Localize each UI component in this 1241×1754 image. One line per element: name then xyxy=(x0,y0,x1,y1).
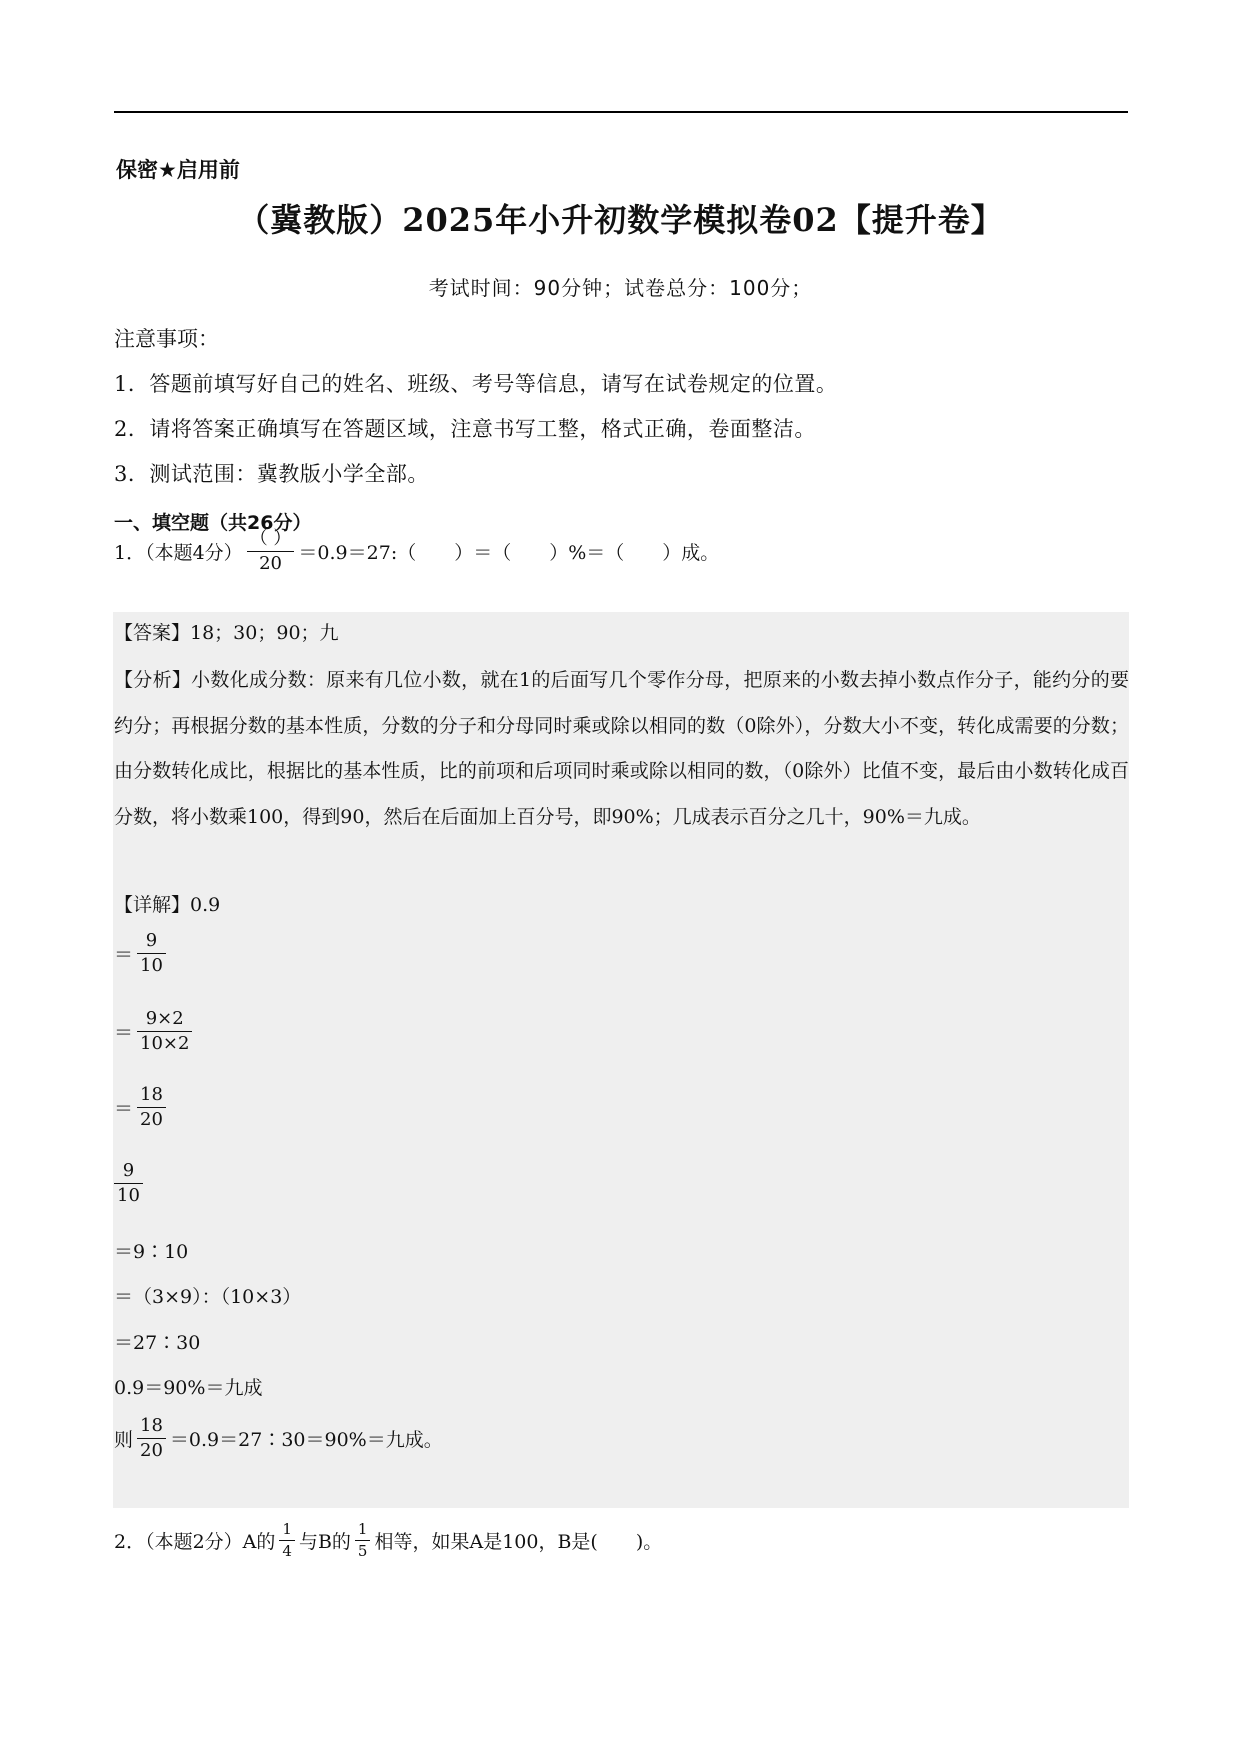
fraction-denominator: 20 xyxy=(140,1440,163,1461)
question-2-prefix: 2．（本题2分）A的 xyxy=(114,1531,276,1553)
fraction-numerator: 18 xyxy=(140,1084,163,1105)
fraction-denominator: 10×2 xyxy=(140,1033,190,1054)
section-heading: 一、填空题（共26分） xyxy=(114,512,312,534)
detail-step-1 xyxy=(114,932,170,975)
fraction xyxy=(137,1010,192,1053)
question-1-prefix: 1．（本题4分） xyxy=(114,542,243,564)
fraction-denominator: 10 xyxy=(140,955,163,976)
detail-step-8: 0.9＝90%＝九成 xyxy=(114,1377,263,1399)
fraction xyxy=(355,1522,371,1559)
detail-step-3 xyxy=(114,1086,170,1129)
equals-sign: ＝ xyxy=(114,1022,134,1044)
detail-step-4 xyxy=(114,1162,147,1205)
fraction xyxy=(137,1086,166,1129)
conclusion-prefix: 则 xyxy=(114,1429,134,1451)
fraction xyxy=(137,932,166,975)
notice-heading: 注意事项： xyxy=(114,327,219,351)
notice-item-2: 2．请将答案正确填写在答题区域，注意书写工整，格式正确，卷面整洁。 xyxy=(114,417,816,441)
question-1 xyxy=(114,530,719,573)
fraction-denominator: 20 xyxy=(259,553,282,574)
fraction-denominator: 5 xyxy=(357,1542,368,1560)
fraction-numerator: 1 xyxy=(282,1520,292,1538)
detail-step-6: ＝（3×9）：（10×3） xyxy=(114,1286,302,1308)
secret-label: 保密★启用前 xyxy=(116,158,240,182)
question-2-rest: 相等，如果A是100，B是( )。 xyxy=(374,1531,663,1553)
fraction-numerator: 9 xyxy=(122,1160,135,1181)
question-1-rest: ＝0.9＝27:（ ）＝（ ）%＝（ ）成。 xyxy=(298,542,720,564)
fraction-denominator: 4 xyxy=(282,1542,292,1560)
detail-conclusion xyxy=(114,1417,443,1460)
detail-step-2 xyxy=(114,1010,196,1053)
fraction-numerator: 1 xyxy=(357,1520,368,1538)
detail-step-5: ＝9∶10 xyxy=(114,1241,189,1263)
header-rule xyxy=(114,111,1128,113)
fraction xyxy=(247,530,295,573)
analysis-paragraph: 【分析】小数化成分数：原来有几位小数，就在1的后面写几个零作分母，把原来的小数去掉小数点作分子，能约分的要约分；再根据分数的基本性质，分数的分子和分母同时乘或除以相同的数（0除外），分数大小不变，转化成需要的分数；由分数转化成比，根据比的基本性质，比的前项和后项同时乘或除以相同的数，（0除外）比值不变，最后由小数转化成百分数，将小数乘100，得到90，然后在后面加上百分号，即90%；几成表示百分之几十，90%＝九成。 xyxy=(114,669,1129,828)
fraction xyxy=(114,1162,143,1205)
fraction-denominator: 10 xyxy=(117,1185,140,1206)
question-2 xyxy=(114,1522,662,1559)
fraction-numerator: 9 xyxy=(145,930,158,951)
fraction xyxy=(279,1522,295,1559)
fraction xyxy=(137,1417,166,1460)
detail-step-7: ＝27∶30 xyxy=(114,1332,201,1354)
equals-sign: ＝ xyxy=(114,944,134,966)
answer-line: 【答案】18；30；90；九 xyxy=(114,622,339,644)
fraction-numerator: 18 xyxy=(140,1415,163,1436)
notice-item-1: 1．答题前填写好自己的姓名、班级、考号等信息，请写在试卷规定的位置。 xyxy=(114,372,838,396)
detail-heading: 【详解】0.9 xyxy=(114,894,221,916)
fraction-numerator: （ ） xyxy=(249,528,292,549)
conclusion-rest: ＝0.9＝27∶30＝90%＝九成。 xyxy=(169,1429,443,1451)
question-2-mid: 与B的 xyxy=(298,1531,351,1553)
fraction-numerator: 9×2 xyxy=(145,1008,184,1029)
equals-sign: ＝ xyxy=(114,1098,134,1120)
exam-info: 考试时间：90分钟；试卷总分：100分； xyxy=(428,276,813,300)
notice-item-3: 3．测试范围：冀教版小学全部。 xyxy=(114,462,429,486)
page-title: （冀教版）2025年小升初数学模拟卷02【提升卷】 xyxy=(237,201,1004,239)
fraction-denominator: 20 xyxy=(140,1109,163,1130)
